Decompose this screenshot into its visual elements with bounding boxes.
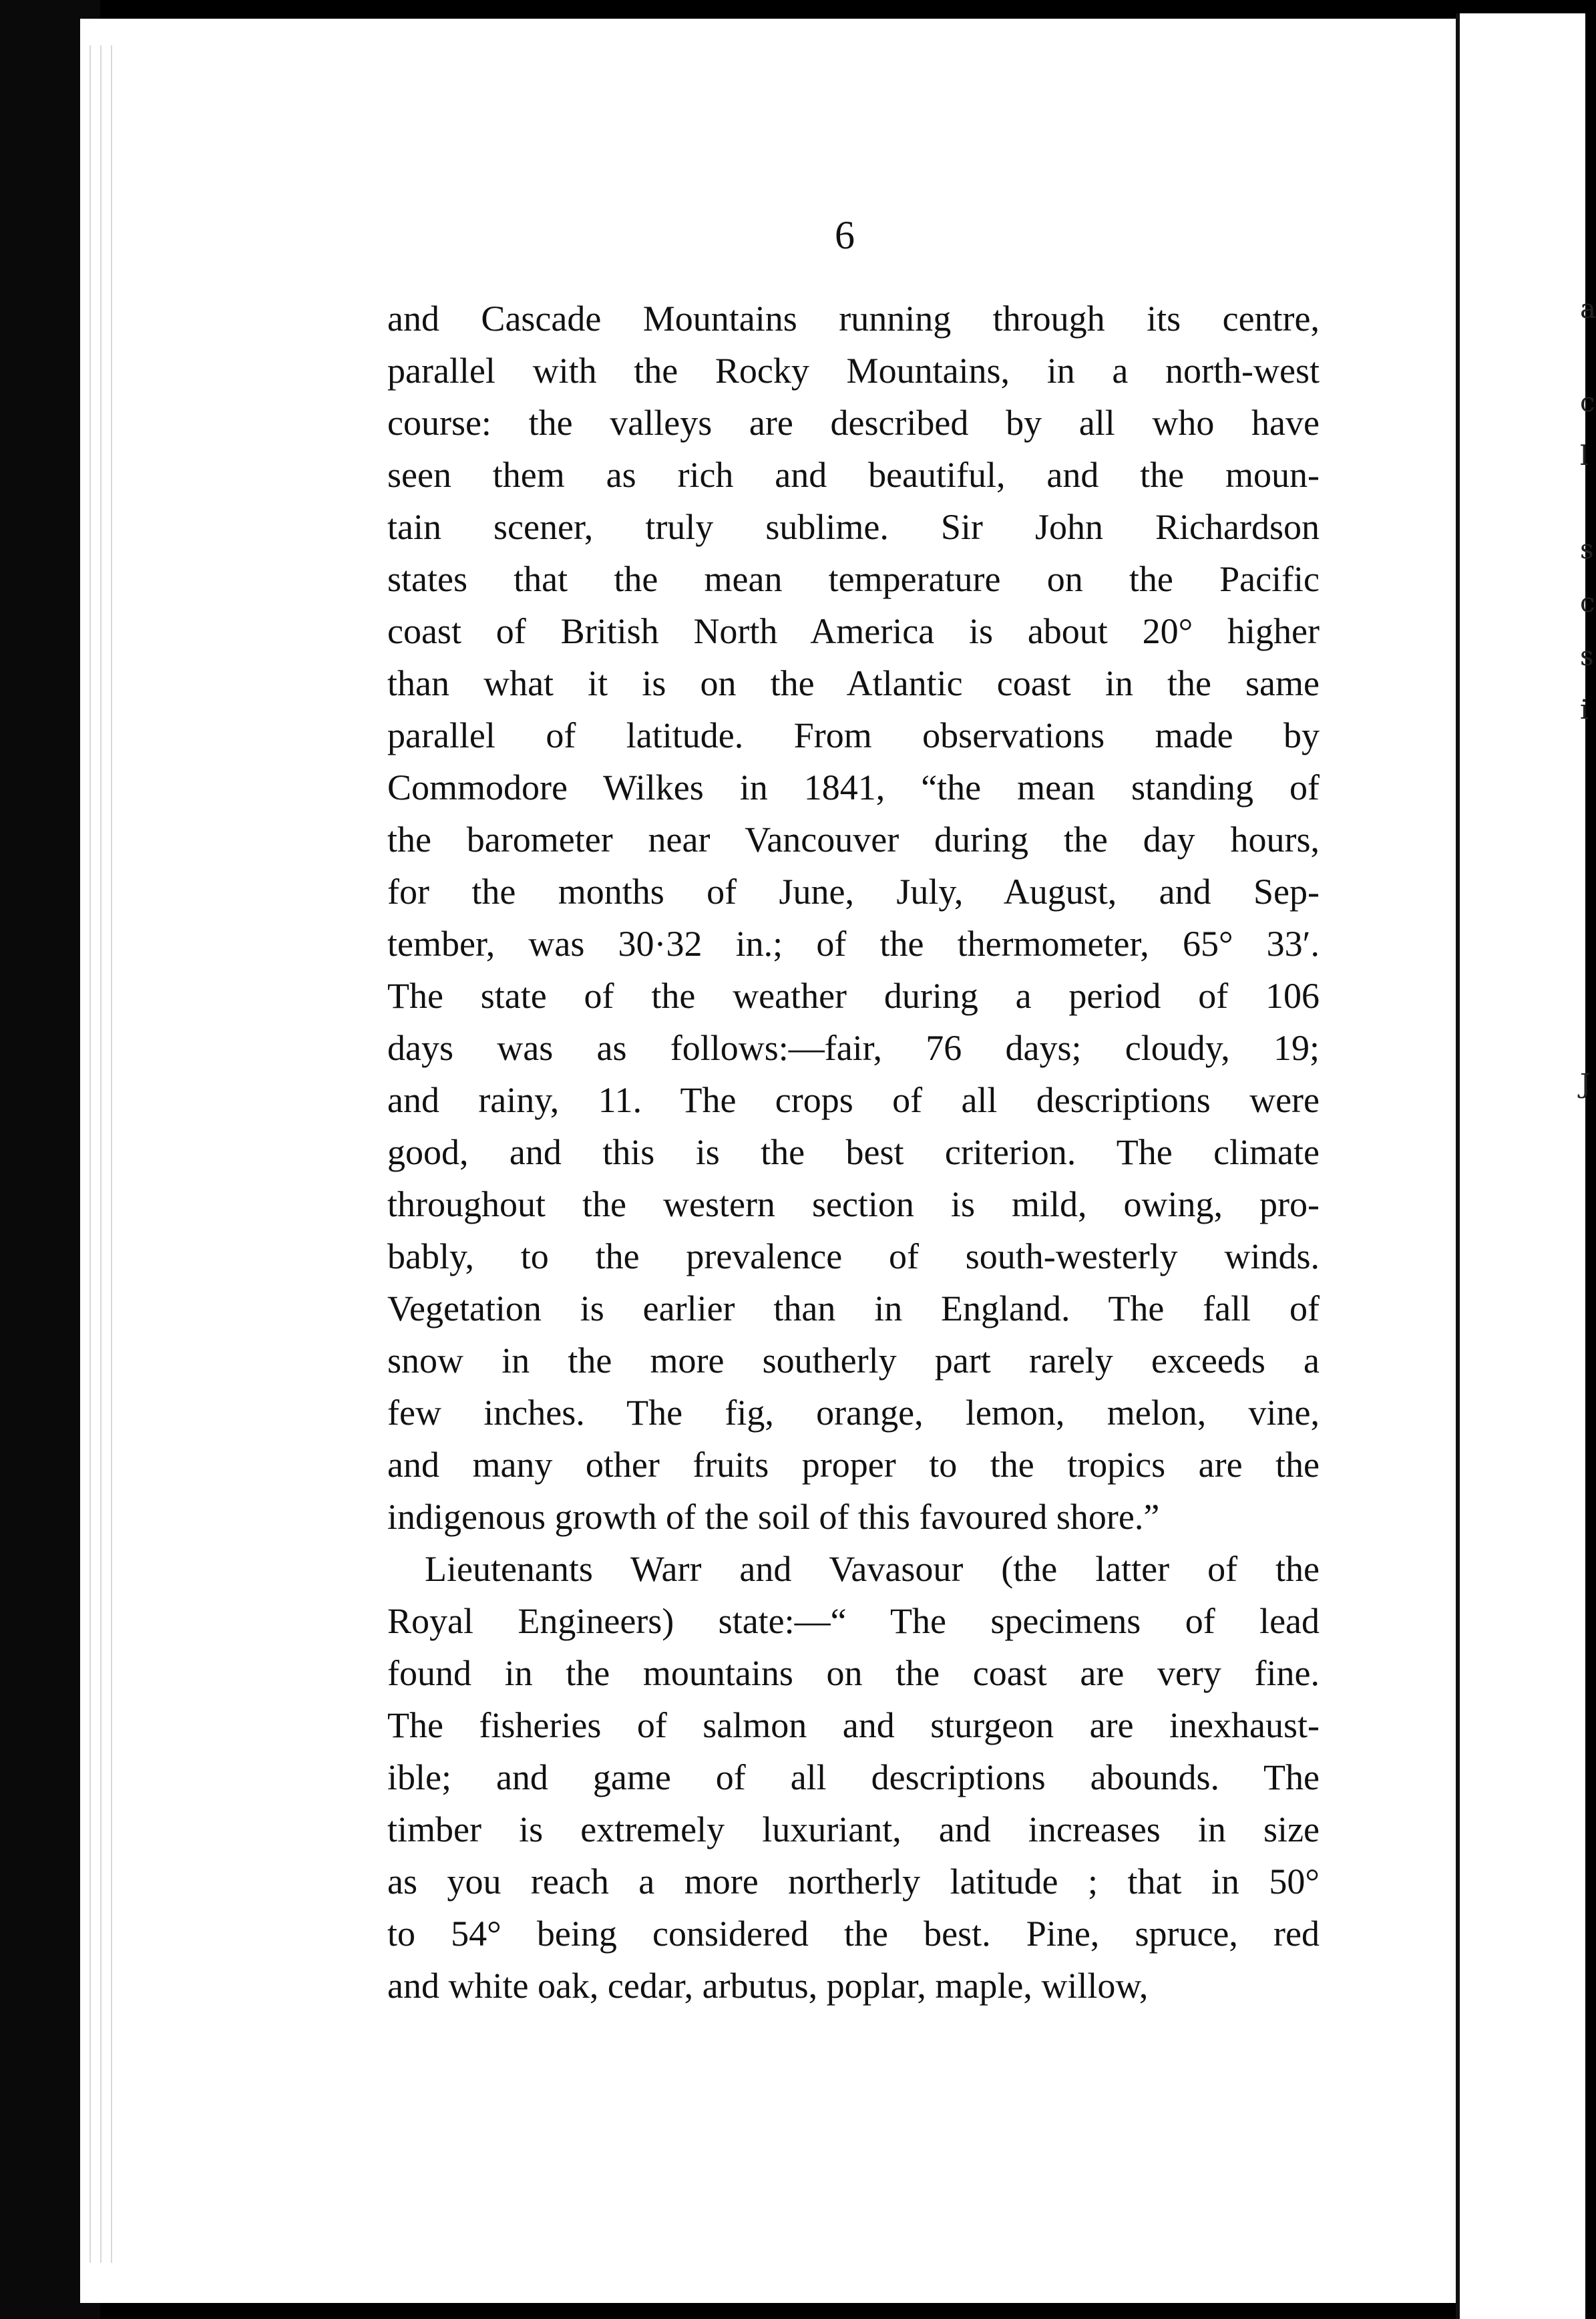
text-line: parallel of latitude. From observations made by	[387, 715, 1320, 755]
facing-page-fragment: c	[1580, 387, 1595, 418]
text-line: tain scener, truly sublime. Sir John Richardson	[387, 507, 1320, 547]
text-line: Royal Engineers) state:—“ The specimens of lead	[387, 1601, 1320, 1641]
text-line: course: the valleys are described by all who have	[387, 403, 1320, 443]
facing-page-fragment: J	[1580, 1069, 1591, 1099]
text-line: few inches. The fig, orange, lemon, melon, vine,	[387, 1393, 1320, 1433]
text-line: The state of the weather during a period of 106	[387, 976, 1320, 1016]
text-line: bably, to the prevalence of south-westerly winds.	[387, 1236, 1320, 1276]
text-line: tember, was 30·32 in.; of the thermometer, 65° 33′.	[387, 924, 1320, 964]
text-line: found in the mountains on the coast are very fine.	[387, 1653, 1320, 1693]
text-line: Commodore Wilkes in 1841, “the mean standing of	[387, 767, 1320, 808]
text-line: to 54° being considered the best. Pine, spruce, red	[387, 1914, 1320, 1954]
facing-page-fragment: l	[1580, 441, 1589, 472]
text-line: indigenous growth of the soil of this favoured shore.”	[387, 1497, 1160, 1537]
text-line: The fisheries of salmon and sturgeon are inexhaust-	[387, 1705, 1320, 1745]
text-line: as you reach a more northerly latitude ; that in 50°	[387, 1861, 1320, 1902]
text-line: and many other fruits proper to the tropics are the	[387, 1445, 1320, 1485]
facing-page-fragment: i	[1580, 695, 1589, 725]
text-line: Vegetation is earlier than in England. The fall of	[387, 1288, 1320, 1328]
text-line: seen them as rich and beautiful, and the moun-	[387, 455, 1320, 495]
text-line: days was as follows:—fair, 76 days; cloudy, 19;	[387, 1028, 1320, 1068]
text-line: and rainy, 11. The crops of all descriptions were	[387, 1080, 1320, 1120]
facing-page-fragment: s	[1580, 641, 1594, 672]
text-line: for the months of June, July, August, and Sep-	[387, 872, 1320, 912]
text-line: states that the mean temperature on the Pacific	[387, 559, 1320, 599]
text-line: Lieutenants Warr and Vavasour (the latter of the	[425, 1549, 1320, 1589]
text-line: coast of British North America is about 20° higher	[387, 611, 1320, 651]
text-line: timber is extremely luxuriant, and increases in size	[387, 1809, 1320, 1849]
text-line: and white oak, cedar, arbutus, poplar, maple, willow,	[387, 1966, 1149, 2006]
page-stack-edge	[111, 45, 112, 2263]
text-line: throughout the western section is mild, owing, pro-	[387, 1184, 1320, 1224]
text-line: good, and this is the best criterion. The climate	[387, 1132, 1320, 1172]
facing-page-fragment: s	[1580, 534, 1594, 565]
text-line: and Cascade Mountains running through its centre,	[387, 299, 1320, 339]
facing-page-fragment: a	[1580, 294, 1596, 325]
facing-page-edge	[1456, 13, 1596, 2319]
text-line: than what it is on the Atlantic coast in the same	[387, 663, 1320, 703]
page-number: 6	[835, 213, 855, 257]
page-stack-edge	[100, 45, 102, 2263]
body-text	[387, 293, 1320, 2012]
text-line: snow in the more southerly part rarely exceeds a	[387, 1341, 1320, 1381]
text-line: the barometer near Vancouver during the day hours,	[387, 820, 1320, 860]
text-line: parallel with the Rocky Mountains, in a north-west	[387, 351, 1320, 391]
page-stack-edge	[89, 45, 91, 2263]
facing-page-fragment: c	[1580, 588, 1595, 618]
text-line: ible; and game of all descriptions abounds. The	[387, 1757, 1320, 1797]
